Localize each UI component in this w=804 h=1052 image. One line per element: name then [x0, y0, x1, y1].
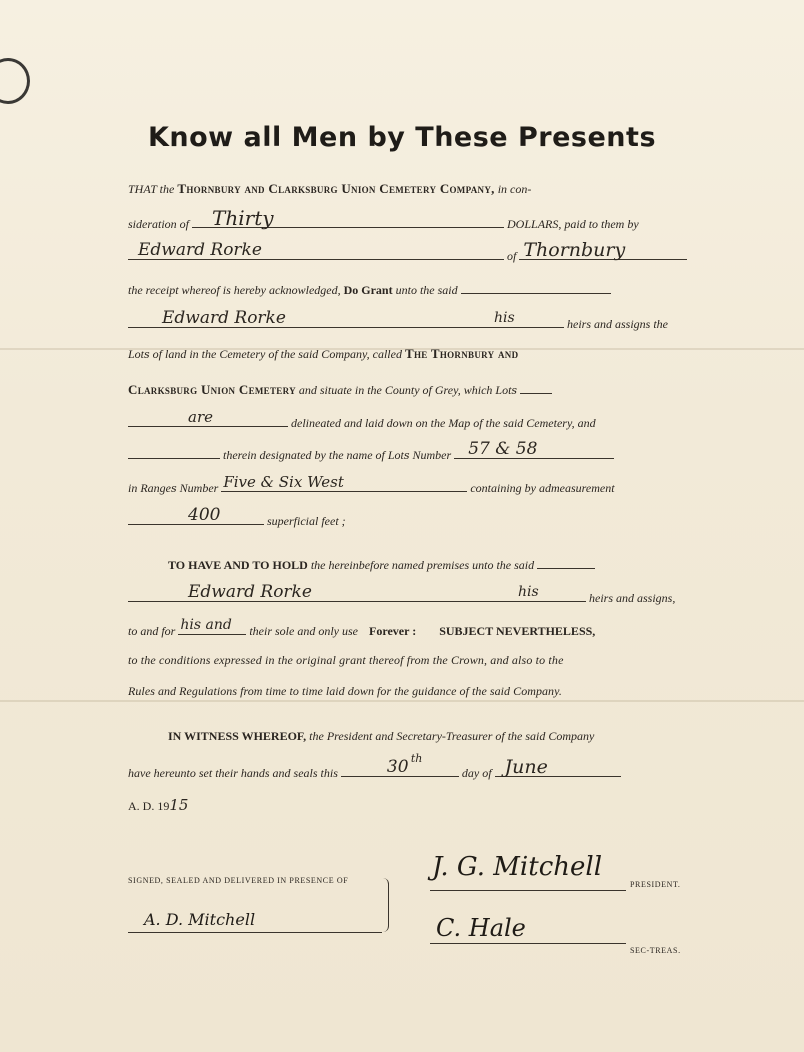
line-14: to and for his and their sole and only use Forever : SUBJECT NEVERTHELESS,	[128, 617, 596, 638]
line-17: IN WITNESS WHEREOF, the President and Secretary-Treasurer of the said Company	[168, 729, 595, 743]
line-18: have hereunto set their hands and seals this 30 th day of June	[128, 762, 694, 781]
witness-signature: A. D. Mitchell	[144, 910, 256, 929]
president-signature: J. G. Mitchell	[432, 852, 603, 882]
blank-line	[537, 554, 595, 569]
treasurer-label: SEC-TREAS.	[630, 946, 681, 955]
line-2: sideration of Thirty DOLLARS, paid to them by	[128, 206, 639, 231]
verb-field: are	[128, 412, 288, 427]
range-number-field: Five & Six West	[221, 477, 467, 492]
line-16: Rules and Regulations from time to time laid down for the guidance of the said Company.	[128, 684, 562, 698]
lot-number-field: 57 & 58	[454, 444, 614, 459]
line-19: A. D. 1915	[128, 796, 189, 814]
president-line	[430, 890, 626, 891]
line-1: THAT the Thornbury and Clarksburg Union Cemetery Company, in con-	[128, 181, 532, 196]
line-12: TO HAVE AND TO HOLD the hereinbefore named premises unto the said	[168, 554, 694, 573]
line-3: Edward Rorke of Thornbury	[128, 245, 694, 264]
brace	[382, 878, 389, 932]
treasurer-line	[430, 943, 626, 944]
amount-field: Thirty	[192, 213, 504, 228]
line-5: Edward Rorke his heirs and assigns the	[128, 313, 694, 332]
witness-caption: SIGNED, SEALED AND DELIVERED IN PRESENCE OF	[128, 876, 349, 885]
witness-line	[128, 932, 382, 933]
line-4: the receipt whereof is hereby acknowledged, Do Grant unto the said	[128, 279, 694, 298]
month-field: June	[495, 762, 621, 777]
feet-field: 400	[128, 510, 264, 525]
document-title: Know all Men by These Presents	[147, 122, 657, 153]
binding-ring	[0, 58, 30, 104]
line-10: in Ranges Number Five & Six West containing by admeasurement	[128, 473, 615, 495]
blank-line	[461, 279, 611, 294]
grantee-name-field: Edward Rorke his	[128, 313, 564, 328]
blank-line	[520, 379, 552, 394]
line-8: are delineated and laid down on the Map of the said Cemetery, and	[128, 412, 694, 431]
grantor-name-field: Edward Rorke	[128, 245, 504, 260]
line-15: to the conditions expressed in the original grant thereof from the Crown, and also to the	[128, 653, 564, 667]
his-field: his and	[178, 620, 246, 635]
fold-line	[0, 700, 804, 702]
company-name: Thornbury and Clarksburg Union Cemetery Company,	[177, 181, 495, 196]
grantee-name-field: Edward Rorke his	[128, 587, 586, 602]
line-13: Edward Rorke his heirs and assigns,	[128, 587, 694, 606]
blank-line	[128, 444, 220, 459]
line-11: 400 superficial feet ;	[128, 510, 694, 529]
day-field: 30 th	[341, 762, 459, 777]
line-9: therein designated by the name of Lots Number 57 & 58	[128, 444, 694, 464]
president-label: PRESIDENT.	[630, 880, 681, 889]
line-7: Clarksburg Union Cemetery and situate in the County of Grey, which Lots	[128, 379, 694, 399]
place-field: Thornbury	[519, 245, 687, 260]
treasurer-signature: C. Hale	[436, 914, 526, 942]
line-6: Lots of land in the Cemetery of the said Company, called The Thornbury and	[128, 346, 519, 361]
